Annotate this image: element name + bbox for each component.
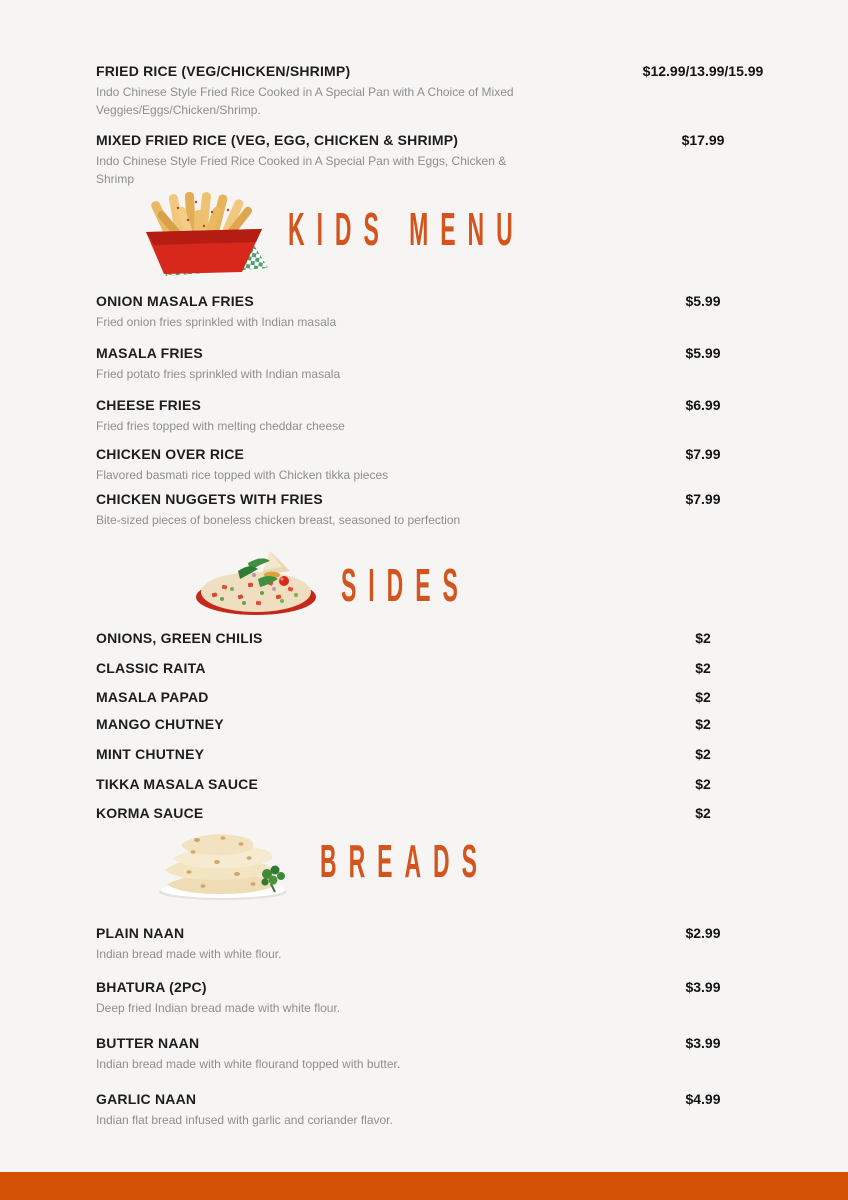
item-price: $2	[695, 776, 711, 792]
naan-stack-image	[153, 828, 298, 902]
item-name: KORMA SAUCE	[96, 805, 204, 821]
fries-basket-image	[138, 188, 270, 276]
item-price: $5.99	[685, 345, 721, 361]
item-name: ONIONS, GREEN CHILIS	[96, 630, 263, 646]
item-description: Deep fried Indian bread made with white flour.	[96, 1001, 341, 1015]
item-price: $2	[695, 660, 711, 676]
item-name: CHEESE FRIES	[96, 397, 202, 413]
item-name: PLAIN NAAN	[96, 925, 185, 941]
item-price: $17.99	[681, 132, 725, 148]
menu-item	[96, 292, 776, 332]
menu-item	[96, 804, 776, 826]
item-price: $4.99	[685, 1091, 721, 1107]
menu-item	[96, 62, 776, 119]
item-description: Indian bread made with white flourand topped with butter.	[96, 1057, 401, 1071]
menu-item	[96, 629, 776, 651]
item-description: Fried onion fries sprinkled with Indian masala	[96, 315, 337, 329]
item-name: MIXED FRIED RICE (VEG, EGG, CHICKEN & SHRIMP)	[96, 132, 459, 148]
item-price: $2	[695, 630, 711, 646]
menu-item	[96, 715, 776, 737]
menu-item	[96, 745, 776, 767]
menu-item	[96, 775, 776, 797]
item-name: MANGO CHUTNEY	[96, 716, 224, 732]
item-name: MASALA FRIES	[96, 345, 203, 361]
item-price: $7.99	[685, 446, 721, 462]
section-title: KIDS MENU	[288, 203, 525, 255]
item-description: Bite-sized pieces of boneless chicken breast, seasoned to perfection	[96, 513, 461, 527]
item-price: $2	[695, 746, 711, 762]
item-price: $2.99	[685, 925, 721, 941]
menu-item	[96, 688, 776, 710]
item-name: CHICKEN OVER RICE	[96, 446, 245, 462]
item-name: TIKKA MASALA SAUCE	[96, 776, 259, 792]
item-name: GARLIC NAAN	[96, 1091, 197, 1107]
item-description: Indo Chinese Style Fried Rice Cooked in A Special Pan with A Choice of Mixed Veggies/Eggs/Chicken/Shrimp.	[96, 85, 514, 117]
item-price: $5.99	[685, 293, 721, 309]
bottom-accent-bar	[0, 1172, 848, 1200]
item-name: MINT CHUTNEY	[96, 746, 205, 762]
item-description: Indian bread made with white flour.	[96, 947, 282, 961]
menu-item	[96, 924, 776, 964]
section-title: SIDES	[341, 559, 470, 611]
item-price: $2	[695, 805, 711, 821]
item-description: Flavored basmati rice topped with Chicken tikka pieces	[96, 468, 389, 482]
item-name: MASALA PAPAD	[96, 689, 209, 705]
menu-item	[96, 445, 776, 485]
item-price: $2	[695, 716, 711, 732]
menu-item	[96, 978, 776, 1018]
menu-item	[96, 659, 776, 681]
item-price: $3.99	[685, 979, 721, 995]
menu-item	[96, 490, 776, 530]
item-price: $7.99	[685, 491, 721, 507]
item-price: $2	[695, 689, 711, 705]
item-name: ONION MASALA FRIES	[96, 293, 254, 309]
item-name: FRIED RICE (VEG/CHICKEN/SHRIMP)	[96, 63, 351, 79]
item-description: Fried fries topped with melting cheddar cheese	[96, 419, 345, 433]
item-description: Indo Chinese Style Fried Rice Cooked in A Special Pan with Eggs, Chicken & Shrimp	[96, 154, 507, 186]
item-name: BHATURA (2PC)	[96, 979, 207, 995]
menu-item	[96, 131, 776, 188]
menu-item	[96, 1090, 776, 1130]
item-price: $3.99	[685, 1035, 721, 1051]
menu-item	[96, 1034, 776, 1074]
item-description: Indian flat bread infused with garlic and coriander flavor.	[96, 1113, 393, 1127]
menu-item	[96, 344, 776, 384]
item-price: $6.99	[685, 397, 721, 413]
item-description: Fried potato fries sprinkled with Indian masala	[96, 367, 341, 381]
section-title: BREADS	[320, 835, 489, 887]
item-name: BUTTER NAAN	[96, 1035, 200, 1051]
item-name: CLASSIC RAITA	[96, 660, 206, 676]
papad-plate-image	[192, 545, 320, 619]
menu-item	[96, 396, 776, 436]
item-name: CHICKEN NUGGETS WITH FRIES	[96, 491, 323, 507]
item-price: $12.99/13.99/15.99	[642, 63, 764, 79]
